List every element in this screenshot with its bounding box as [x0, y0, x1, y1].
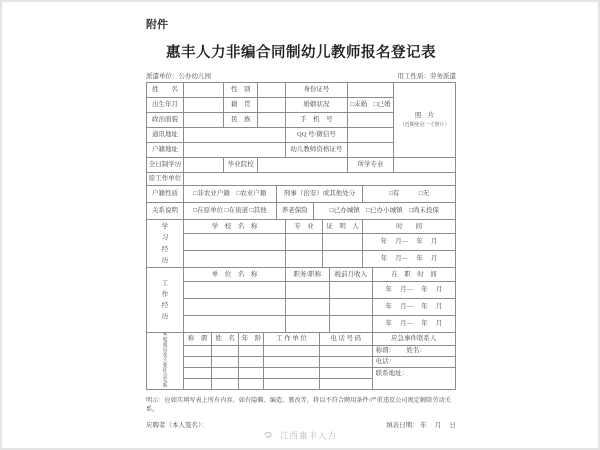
- name-input-cell: [184, 83, 224, 98]
- age-input-cell: [239, 379, 264, 390]
- major-input-cell: [394, 158, 456, 173]
- native-place-input-cell: [258, 98, 286, 113]
- emergency-contact-header: 应急事件联系人: [373, 333, 456, 346]
- mobile-label: 手 机 号: [286, 113, 348, 128]
- ethnicity-input-cell: [258, 113, 286, 128]
- photo-label: 照 片: [414, 111, 435, 119]
- teacher-cert-label: 幼儿教师资格证号: [286, 143, 348, 158]
- grad-school-input-cell: [258, 158, 348, 173]
- unit-name-header: 单 位 名 称: [184, 268, 286, 282]
- table-row: [184, 234, 456, 251]
- id-number-input-cell: [348, 83, 394, 98]
- work-section: [147, 268, 456, 333]
- form-document: [146, 16, 456, 429]
- workunit-input-cell: [264, 379, 320, 390]
- workunit-input-cell: [264, 368, 320, 379]
- phone-input-cell: [320, 346, 373, 357]
- employment-nature-label: 用工性质：劳务派遣: [397, 73, 456, 80]
- registration-table: [146, 82, 456, 390]
- household-type-label: 户籍性质: [147, 186, 184, 203]
- major-label: 所学专业: [348, 158, 394, 173]
- reference-header: 证 明 人: [323, 220, 363, 234]
- table-row: [184, 282, 456, 299]
- member-name-input-cell: [212, 368, 240, 379]
- table-row: [147, 128, 394, 143]
- position-input-cell: [286, 282, 330, 299]
- fulltime-education-label: 全日制学历: [147, 158, 184, 173]
- age-input-cell: [239, 346, 264, 357]
- school-input-cell: [184, 251, 286, 268]
- political-status-input-cell: [184, 113, 224, 128]
- time-range-cell: 年 月— 年 月: [363, 251, 456, 268]
- political-status-label: 政治面貌: [147, 113, 184, 128]
- table-row: [184, 299, 456, 316]
- gender-input-cell: [258, 83, 286, 98]
- emergency-phone-cell: 电话：: [373, 357, 456, 368]
- gender-label: 性 别: [224, 83, 258, 98]
- study-section: [147, 220, 456, 268]
- teacher-cert-input-cell: [348, 143, 394, 158]
- prev-employer-input-cell: [184, 173, 456, 186]
- major-input-cell: [286, 251, 323, 268]
- member-name-input-cell: [212, 346, 240, 357]
- unit-input-cell: [184, 299, 286, 316]
- ethnicity-label: 民 族: [224, 113, 258, 128]
- family-section: [147, 333, 456, 390]
- table-row: [147, 98, 394, 113]
- relation-input-cell: [184, 357, 212, 368]
- table-row: [147, 143, 394, 158]
- phone-input-cell: [320, 379, 373, 390]
- fulltime-education-input-cell: [184, 158, 224, 173]
- table-row: [184, 268, 456, 282]
- phone-input-cell: [320, 368, 373, 379]
- penalty-checkboxes: □有 □无: [363, 186, 456, 203]
- table-row: [147, 186, 456, 203]
- mailing-address-input-cell: [184, 128, 286, 143]
- table-row: [184, 251, 456, 268]
- emergency-relation-name-cell: 称谓： 姓名：: [373, 346, 456, 357]
- major-header: 专 业: [286, 220, 323, 234]
- age-header: 年 龄: [239, 333, 264, 346]
- birth-label: 出生年月: [147, 98, 184, 113]
- reference-input-cell: [323, 234, 363, 251]
- applicant-signature-label: 应聘者（本人签名）：: [146, 422, 208, 429]
- pension-checkboxes: □已办城镇 □已办小城镇 □尚未投保: [314, 203, 456, 220]
- major-input-cell: [286, 234, 323, 251]
- time-range-cell: 年 月— 年 月: [373, 316, 456, 333]
- mailing-address-label: 通讯地址: [147, 128, 184, 143]
- workunit-input-cell: [264, 357, 320, 368]
- native-place-label: 籍 贯: [224, 98, 258, 113]
- time-range-cell: 年 月— 年 月: [363, 234, 456, 251]
- income-input-cell: [330, 282, 374, 299]
- position-input-cell: [286, 299, 330, 316]
- workunit-header: 工 作 单 位: [264, 333, 320, 346]
- work-section-label: 工作经历: [147, 268, 184, 333]
- relation-checkboxes: □在原单位 □在街道 □其他: [184, 203, 277, 220]
- relation-note-label: 关系说明: [147, 203, 184, 220]
- member-name-input-cell: [212, 379, 240, 390]
- form-note: 明示：应如实填写表上所有内容。如有隐瞒、编造、篡改等，将以不符合聘用条件/严重违反公司规定解除劳动关系。: [146, 397, 451, 413]
- time-range-cell: 年 月— 年 月: [373, 299, 456, 316]
- phone-input-cell: [320, 357, 373, 368]
- time-header: 时 间: [363, 220, 456, 234]
- prev-employer-label: 原工作单位: [147, 173, 184, 186]
- table-row: [184, 368, 372, 379]
- fill-date-label: 填表日期：: [386, 422, 419, 429]
- table-row: [147, 83, 394, 98]
- household-type-checkboxes: □非农业户籍 □农业户籍: [184, 186, 277, 203]
- family-section-label: 家庭成员及主要社会关系: [147, 333, 184, 390]
- marital-status-label: 婚姻状况: [286, 98, 348, 113]
- phone-header: 电 话 号 码: [320, 333, 373, 346]
- position-header: 职务/职称: [286, 268, 330, 282]
- mobile-input-cell: [348, 113, 394, 128]
- time-range-cell: 年 月— 年 月: [373, 282, 456, 299]
- income-input-cell: [330, 299, 374, 316]
- employment-time-header: 在 职 时 间: [373, 268, 456, 282]
- id-number-label: 身份证号: [286, 83, 348, 98]
- relation-header: 称 谓: [184, 333, 212, 346]
- huifeng-logo-icon: [263, 426, 273, 444]
- grad-school-label: 毕业院校: [224, 158, 258, 173]
- table-row: [184, 333, 372, 346]
- income-input-cell: [330, 316, 374, 333]
- table-row: [184, 220, 456, 234]
- workunit-input-cell: [264, 346, 320, 357]
- table-row: [147, 173, 456, 186]
- fill-date-blanks: 年 月 日: [420, 422, 456, 429]
- qq-wechat-label: QQ 号/微信号: [286, 128, 348, 143]
- unit-input-cell: [184, 282, 286, 299]
- member-name-header: 姓 名: [212, 333, 240, 346]
- table-row: [184, 357, 372, 368]
- table-row: [147, 203, 456, 220]
- member-name-input-cell: [212, 357, 240, 368]
- form-meta-row: [146, 71, 456, 80]
- age-input-cell: [239, 357, 264, 368]
- photo-note: （近期免冠一寸照片）: [399, 122, 450, 128]
- table-row: [184, 346, 372, 357]
- birth-input-cell: [184, 98, 224, 113]
- age-input-cell: [239, 368, 264, 379]
- relation-input-cell: [184, 368, 212, 379]
- unit-input-cell: [184, 316, 286, 333]
- footer-brand-row: [0, 426, 600, 444]
- emergency-address-cell: 联系地址：: [373, 368, 456, 390]
- table-row: [147, 158, 456, 173]
- household-address-input-cell: [184, 143, 286, 158]
- study-section-label: 学习经历: [147, 220, 184, 268]
- pension-label: 养老保险: [277, 203, 314, 220]
- footer-brand-text: 江西惠丰人力: [279, 430, 337, 441]
- penalty-label: 刑事（治安）或其他处分: [277, 186, 364, 203]
- position-input-cell: [286, 316, 330, 333]
- table-row: [184, 379, 372, 390]
- relation-input-cell: [184, 379, 212, 390]
- table-row: [147, 113, 394, 128]
- reference-input-cell: [323, 251, 363, 268]
- school-input-cell: [184, 234, 286, 251]
- photo-box: [394, 83, 456, 158]
- attachment-label: 附件: [146, 19, 168, 31]
- dispatch-unit-label: 派遣单位：公办幼儿园: [146, 73, 211, 80]
- household-address-label: 户籍地址: [147, 143, 184, 158]
- income-header: 税前月收入: [330, 268, 374, 282]
- relation-input-cell: [184, 346, 212, 357]
- table-row: [184, 316, 456, 333]
- name-label: 姓 名: [147, 83, 184, 98]
- page-title: 惠丰人力非编合同制幼儿教师报名登记表: [166, 45, 436, 61]
- school-name-header: 学 校 名 称: [184, 220, 286, 234]
- marital-status-checkboxes: □未婚 □已婚: [348, 98, 394, 113]
- qq-wechat-input-cell: [348, 128, 394, 143]
